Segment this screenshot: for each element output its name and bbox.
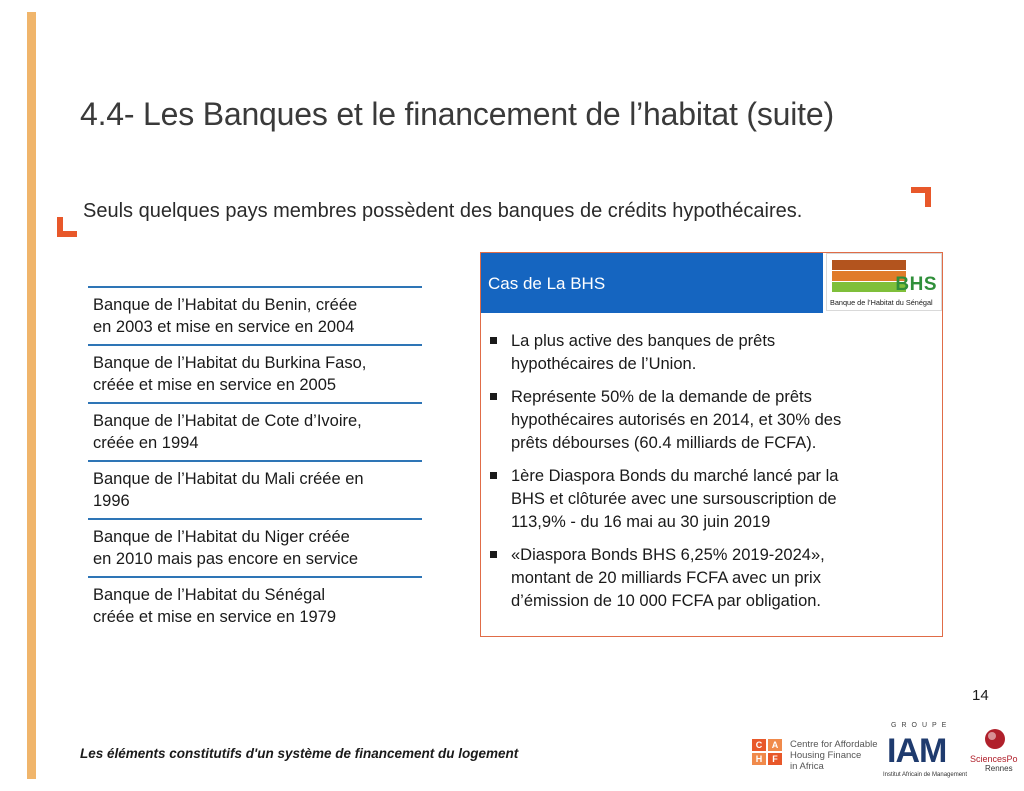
square-bullet-icon xyxy=(490,551,497,558)
square-bullet-icon xyxy=(490,337,497,344)
sciencespo-name: SciencesPo xyxy=(970,754,1018,764)
bank-list xyxy=(88,286,422,634)
bank-item-line: Banque de l’Habitat du Mali créée en xyxy=(93,470,364,488)
bullet-line: hypothécaires autorisés en 2014, et 30% des xyxy=(511,411,842,429)
cahf-logo xyxy=(752,738,878,774)
bhs-logo-bar xyxy=(832,260,906,270)
bank-item-line: Banque de l’Habitat du Niger créée xyxy=(93,528,350,546)
bank-list-item xyxy=(88,402,422,460)
cahf-logo-text xyxy=(790,739,878,772)
bullet-line: «Diaspora Bonds BHS 6,25% 2019-2024», xyxy=(511,546,825,564)
sciencespo-logo xyxy=(970,726,1022,776)
cahf-text-line: Housing Finance xyxy=(790,750,862,761)
bhs-bullet-item xyxy=(490,330,930,376)
slide-title: 4.4- Les Banques et le financement de l’habitat (suite) xyxy=(80,96,834,132)
bullet-line: 113,9% - du 16 mai au 30 juin 2019 xyxy=(511,513,771,531)
bhs-bullet-item xyxy=(490,386,930,455)
left-accent-rule xyxy=(27,12,36,779)
bhs-logo xyxy=(826,253,942,311)
bank-item-line: Banque de l’Habitat du Sénégal xyxy=(93,586,326,604)
sciencespo-emblem-icon xyxy=(984,728,1006,750)
cahf-logo-cell: A xyxy=(768,739,782,751)
orange-corner-bracket-left xyxy=(57,217,77,237)
iam-logo xyxy=(883,722,968,780)
bank-list-item xyxy=(88,518,422,576)
bullet-line: d’émission de 10 000 FCFA par obligation. xyxy=(511,592,822,610)
bank-list-item xyxy=(88,460,422,518)
square-bullet-icon xyxy=(490,472,497,479)
orange-corner-bracket-right xyxy=(911,187,931,207)
bank-item-line: créée en 1994 xyxy=(93,434,199,452)
cahf-logo-cell: C xyxy=(752,739,766,751)
page-number: 14 xyxy=(972,687,989,704)
bank-item-line: en 2010 mais pas encore en service xyxy=(93,550,359,568)
cahf-text-line: in Africa xyxy=(790,761,824,772)
iam-logo-subtitle: Institut Africain de Management xyxy=(883,772,968,778)
bhs-card-header xyxy=(481,253,823,313)
bhs-logo-subtitle: Banque de l’Habitat du Sénégal xyxy=(830,298,933,307)
bank-item-line: créée et mise en service en 2005 xyxy=(93,376,337,394)
bullet-line: hypothécaires de l’Union. xyxy=(511,355,697,373)
bhs-bullet-list xyxy=(490,330,930,623)
sciencespo-city: Rennes xyxy=(985,764,1013,773)
bullet-line: La plus active des banques de prêts xyxy=(511,332,776,350)
square-bullet-icon xyxy=(490,393,497,400)
cahf-logo-cell: F xyxy=(768,753,782,765)
bank-list-item xyxy=(88,576,422,634)
bank-item-line: en 2003 et mise en service en 2004 xyxy=(93,318,355,336)
bank-item-line: Banque de l’Habitat de Cote d’Ivoire, xyxy=(93,412,362,430)
iam-logo-group-text: GROUPE xyxy=(891,722,952,729)
cahf-text-line: Centre for Affordable xyxy=(790,739,878,750)
bhs-card-title: Cas de La BHS xyxy=(488,274,606,293)
bullet-line: BHS et clôturée avec une sursouscription de xyxy=(511,490,837,508)
iam-logo-text: IAM xyxy=(887,732,947,770)
bank-item-line: Banque de l’Habitat du Burkina Faso, xyxy=(93,354,367,372)
bank-item-line: créée et mise en service en 1979 xyxy=(93,608,337,626)
bullet-line: Représente 50% de la demande de prêts xyxy=(511,388,812,406)
bhs-bullet-item xyxy=(490,544,930,613)
bank-list-item xyxy=(88,344,422,402)
bullet-line: 1ère Diaspora Bonds du marché lancé par la xyxy=(511,467,839,485)
slide-subtitle: Seuls quelques pays membres possèdent des banques de crédits hypothécaires. xyxy=(83,200,803,222)
bhs-bullet-item xyxy=(490,465,930,534)
bullet-line: montant de 20 milliards FCFA avec un prix xyxy=(511,569,821,587)
bank-item-line: Banque de l’Habitat du Benin, créée xyxy=(93,296,358,314)
bullet-line: prêts débourses (60.4 milliards de FCFA). xyxy=(511,434,817,452)
bank-list-item xyxy=(88,286,422,344)
bhs-logo-text: BHS xyxy=(895,274,937,295)
cahf-logo-cell: H xyxy=(752,753,766,765)
bank-item-line: 1996 xyxy=(93,492,130,510)
footer-caption: Les éléments constitutifs d'un système de financement du logement xyxy=(80,746,519,761)
